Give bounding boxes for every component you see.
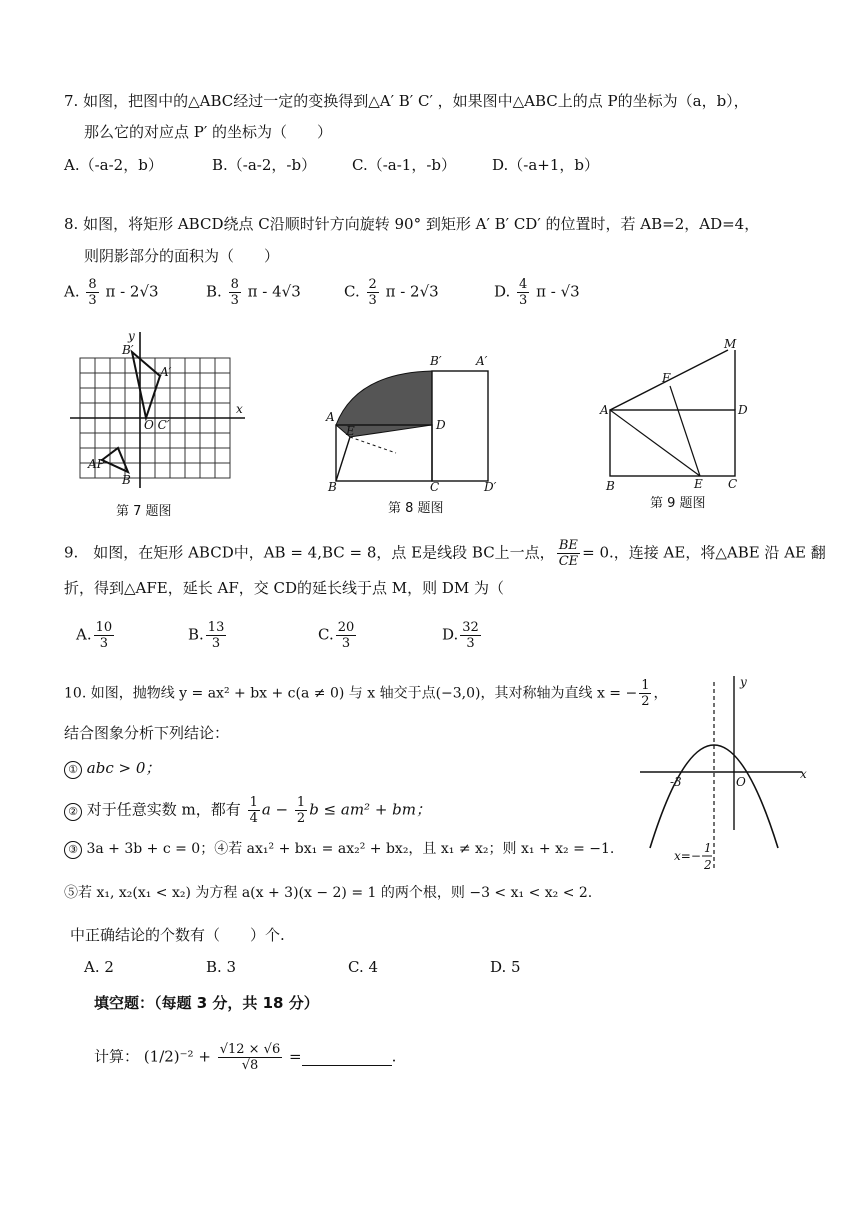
fig8-rotation-diagram — [326, 355, 526, 495]
q9-option-d: D. $\frac{32}{3}$ — [442, 620, 479, 651]
svg-text:O C′: O C′ — [144, 418, 170, 432]
q9-option-a-fraction: $\frac{10}{3}$ — [95, 620, 113, 651]
svg-text:M: M — [724, 337, 737, 351]
svg-text:B: B — [606, 479, 615, 493]
q10-c2-fraction-1: $\frac{1}{4}$ — [249, 795, 258, 826]
svg-text:x: x — [236, 402, 243, 416]
q7-stem-line1: 7. 如图，把图中的△ABC经过一定的变换得到△A′ B′ C′ ，如果图中△ABC上的点 P的坐标为（a，b）， — [64, 92, 749, 110]
fill-calc-question: 计算： (1/2)⁻² + $\frac{√12 \times √6}{√8}$ = . — [94, 1042, 397, 1073]
svg-text:D′: D′ — [484, 480, 497, 494]
q8-option-c-fraction: $\frac{2}{3}$ — [368, 277, 377, 308]
q9-option-b-fraction: $\frac{13}{3}$ — [207, 620, 225, 651]
svg-text:A′: A′ — [160, 365, 172, 379]
q9-option-a: A. $\frac{10}{3}$ — [76, 620, 113, 651]
svg-text:E: E — [694, 477, 703, 491]
q9-option-b: B. $\frac{13}{3}$ — [188, 620, 225, 651]
fig7-caption: 第 7 题图 — [116, 504, 172, 519]
q7-option-a: A.（-a-2，b） — [64, 156, 163, 174]
q7-option-d: D.（-a+1，b） — [492, 156, 599, 174]
q10-stem-line2: 结合图象分析下列结论： — [64, 724, 230, 742]
svg-text:E: E — [346, 424, 355, 438]
fig8-line-be — [336, 437, 350, 481]
q8-stem-line2: 则阴影部分的面积为（ ） — [84, 247, 280, 265]
q10-c2-fraction-2: $\frac{1}{2}$ — [296, 795, 306, 826]
svg-text:D: D — [738, 403, 748, 417]
q8-option-c: C. $\frac{2}{3}$ π - 2√3 — [344, 277, 439, 308]
svg-text:C: C — [430, 480, 440, 494]
svg-text:y: y — [128, 329, 135, 343]
svg-text:B′: B′ — [122, 343, 134, 357]
q9-ratio-fraction: $\frac{BE}{CE}$ — [558, 538, 579, 569]
svg-text:A: A — [600, 403, 609, 417]
q8-option-a: A. $\frac{8}{3}$ π - 2√3 — [64, 277, 159, 308]
q10-conclusion-1: ① abc > 0； — [64, 757, 160, 779]
q10-option-a: A. 2 — [84, 958, 114, 976]
svg-text:F: F — [662, 371, 671, 385]
q10-y-label: y — [740, 675, 747, 689]
svg-text:B: B — [122, 473, 131, 487]
fig9-line-fe — [670, 386, 700, 476]
q8-option-d: D. $\frac{4}{3}$ π - √3 — [494, 277, 580, 308]
fig9-rect-abcd — [610, 410, 735, 476]
q9-option-d-fraction: $\frac{32}{3}$ — [462, 620, 479, 651]
fig8-dashed-line — [350, 437, 396, 453]
q8-option-b: B. $\frac{8}{3}$ π - 4√3 — [206, 277, 301, 308]
fig7-grid-diagram — [60, 330, 260, 490]
fig7-triangle-abc — [102, 448, 128, 472]
q7-stem-line2: 那么它的对应点 P′ 的坐标为（ ） — [84, 123, 333, 141]
q10-conclusion-2: ② 对于任意实数 m，都有 $\frac{1}{4}$ a − $\frac{1}{2}$ b ≤ am² + bm； — [64, 795, 431, 826]
svg-text:B′: B′ — [430, 354, 442, 368]
q10-axis-fraction: $\frac{1}{2}$ — [641, 678, 650, 709]
q9-option-c-fraction: $\frac{20}{3}$ — [337, 620, 355, 651]
q8-option-a-fraction: $\frac{8}{3}$ — [88, 277, 97, 308]
svg-text:A: A — [326, 410, 335, 424]
q10-conclusion-3-4: ③ 3a + 3b + c = 0；④若 ax₁² + bx₁ = ax₂² + bx₂，且 x₁ ≠ x₂；则 x₁ + x₂ = −1. — [64, 838, 614, 860]
q10-neg3-label: -3 — [670, 775, 682, 789]
q10-axis-frac-den: 2 — [704, 858, 712, 872]
svg-text:D: D — [436, 418, 446, 432]
q10-parabola-graph — [640, 672, 810, 872]
q7-option-c: C.（-a-1，-b） — [352, 156, 457, 174]
svg-text:AP: AP — [88, 457, 105, 471]
svg-text:B: B — [328, 480, 337, 494]
svg-text:C: C — [728, 477, 738, 491]
fig9-caption: 第 9 题图 — [650, 496, 706, 511]
q10-tail: 中正确结论的个数有（ ）个. — [70, 926, 285, 944]
fig9-line-ae — [610, 410, 700, 476]
q10-x-label: x — [800, 767, 807, 781]
svg-text:A′: A′ — [476, 354, 488, 368]
fig7-triangle-a1b1c1 — [132, 352, 160, 418]
fig8-caption: 第 8 题图 — [388, 501, 444, 516]
q10-option-d: D. 5 — [490, 958, 521, 976]
q7-option-b: B.（-a-2，-b） — [212, 156, 317, 174]
q9-option-c: C. $\frac{20}{3}$ — [318, 620, 355, 651]
q10-axis-frac-num: 1 — [704, 841, 712, 855]
q9-stem-line1: 9. 如图，在矩形 ABCD中，AB = 4,BC = 8，点 E是线段 BC上一点， $\frac{BE}{CE}$ = 0.，连接 AE，将△ABE 沿 AE 翻 — [64, 538, 826, 569]
q10-option-b: B. 3 — [206, 958, 237, 976]
answer-blank[interactable] — [302, 1049, 392, 1066]
fig9-fold-diagram — [600, 337, 770, 493]
fill-section-heading: 填空题：（每题 3 分，共 18 分） — [94, 994, 319, 1012]
q10-origin-label: O — [736, 775, 746, 789]
q10-axis-eq-label: x=− — [674, 849, 701, 863]
q8-option-d-fraction: $\frac{4}{3}$ — [519, 277, 528, 308]
fill-calc-fraction: $\frac{√12 \times √6}{√8}$ — [219, 1042, 281, 1073]
q9-stem-line2: 折，得到△AFE，延长 AF，交 CD的延长线于点 M，则 DM 为（ — [64, 579, 505, 597]
q8-option-b-fraction: $\frac{8}{3}$ — [230, 277, 239, 308]
q8-stem-line1: 8. 如图，将矩形 ABCD绕点 C沿顺时针方向旋转 90° 到矩形 A′ B′ CD′ 的位置时，若 AB=2，AD=4， — [64, 215, 760, 233]
q10-stem-line1: 10. 如图，抛物线 y = ax² + bx + c(a ≠ 0) 与 x 轴交于点(−3,0)，其对称轴为直线 x = − $\frac{1}{2}$ ， — [64, 678, 668, 709]
q10-option-c: C. 4 — [348, 958, 379, 976]
q10-conclusion-5: ⑤若 x₁, x₂(x₁ < x₂) 为方程 a(x + 3)(x − 2) = 1 的两个根，则 −3 < x₁ < x₂ < 2. — [64, 885, 593, 901]
